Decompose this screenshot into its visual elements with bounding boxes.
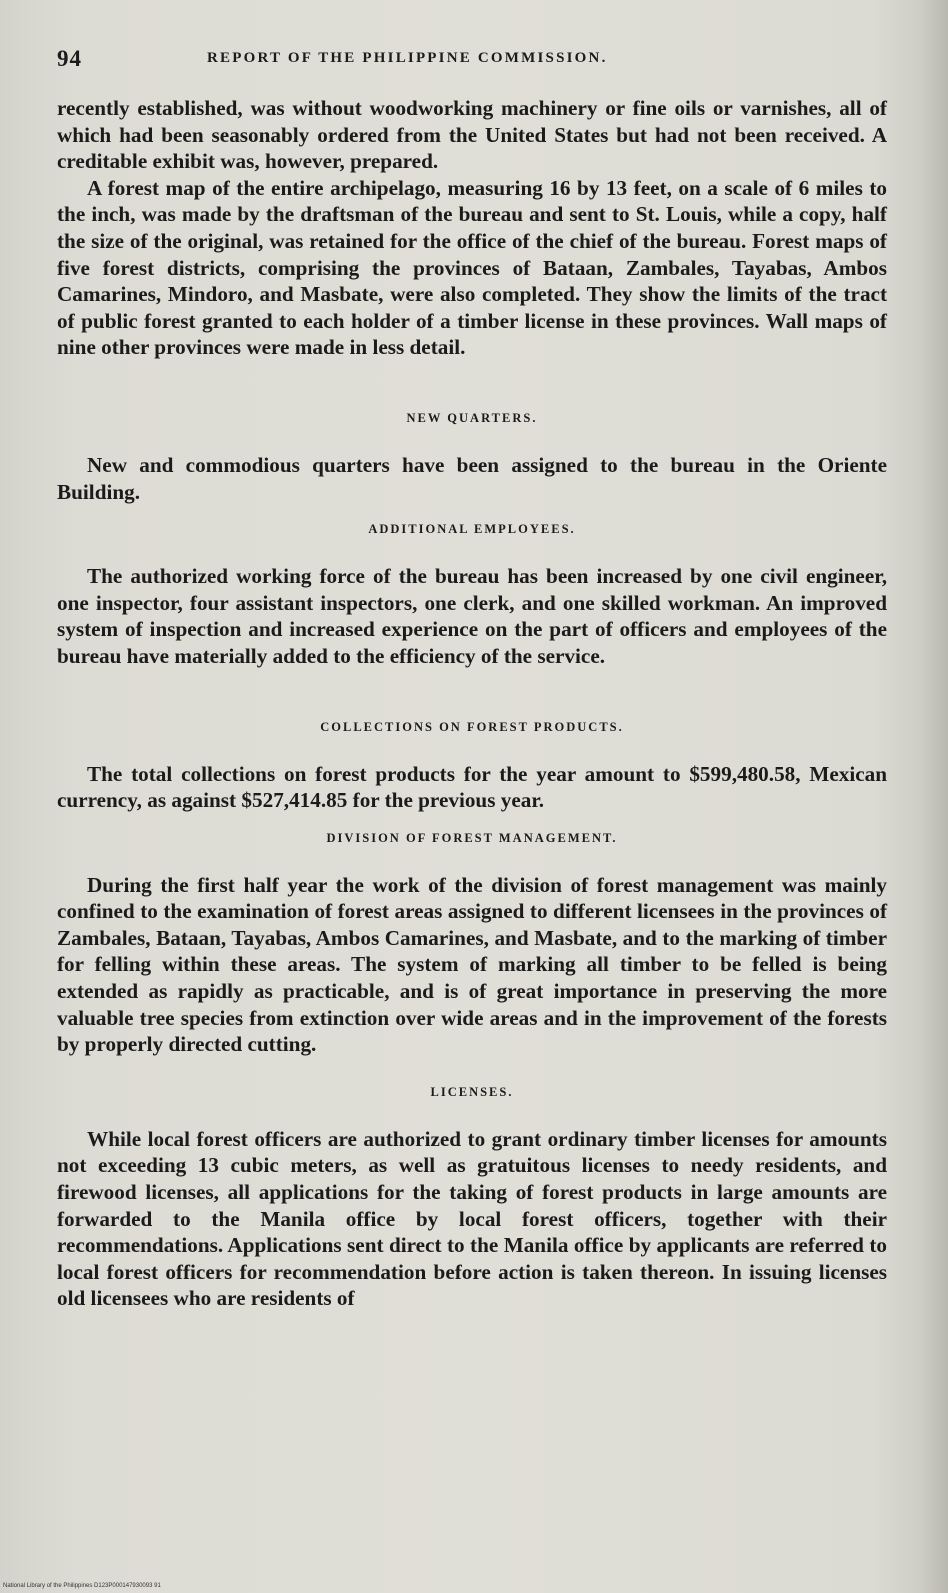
paragraph-licenses: While local forest officers are authorized to grant ordinary timber licenses for amounts not exceeding 13 cubic meters, as well as gratuitous licenses to needy residents, and firewood licenses, all applications for the taking of forest products in large amounts are forwarded to the Manila office by local forest officers, together with their recommendations. Applications sent direct to the Manila office by applicants are referred to local forest officers for recommendation before action is taken thereon. In issuing licenses old licensees who are residents of <box>57 1126 887 1311</box>
page-number: 94 <box>57 46 82 71</box>
heading-licenses: LICENSES. <box>430 1084 514 1099</box>
paragraph-division-forest-management: During the first half year the work of the division of forest management was mainly confined to the examination of forest areas assigned to different licensees in the provinces of Zambales, Bataan, Tayabas, Ambos Camarines, and Masbate, and to the marking of timber for felling within these areas. The system of marking all timber to be felled is being extended as rapidly as practicable, and is of great importance in preserving the more valuable tree species from extinction over wide areas and in the improvement of the forests by properly directed cutting. <box>57 872 887 1057</box>
running-head: REPORT OF THE PHILIPPINE COMMISSION. <box>207 50 608 66</box>
paragraph-additional-employees: The authorized working force of the bureau has been increased by one civil engineer, one inspector, four assistant inspectors, one clerk, and one skilled workman. An improved system of inspection and increased experience on the part of officers and employees of the bureau have materially added to the efficiency of the service. <box>57 564 887 668</box>
paragraph-collections: The total collections on forest products for the year amount to $599,480.58, Mexican currency, as against $527,414.85 for the previous year. <box>57 761 887 813</box>
archive-footer: National Library of the Philippines D123P000147930093 91 <box>3 1583 161 1589</box>
paragraph-continuation: recently established, was without woodworking machinery or fine oils or varnishes, all of which had been seasonably ordered from the United States but had not been received. A creditable exhibit was, however, prepared. <box>57 96 887 174</box>
heading-division-forest-management: DIVISION OF FOREST MANAGEMENT. <box>326 830 618 845</box>
page-header <box>57 46 887 76</box>
heading-new-quarters: NEW QUARTERS. <box>406 410 538 425</box>
paragraph-new-quarters: New and commodious quarters have been assigned to the bureau in the Oriente Building. <box>57 452 887 504</box>
paragraph-forest-map: A forest map of the entire archipelago, measuring 16 by 13 feet, on a scale of 6 miles to the inch, was made by the draftsman of the bureau and sent to St. Louis, while a copy, half the size of the original, was retained for the office of the chief of the bureau. Forest maps of five forest districts, comprising the provinces of Bataan, Zambales, Tayabas, Ambos Camarines, Mindoro, and Masbate, were also completed. They show the limits of the tract of public forest granted to each holder of a timber license in these provinces. Wall maps of nine other provinces were made in less detail. <box>57 175 887 360</box>
heading-additional-employees: ADDITIONAL EMPLOYEES. <box>368 522 576 537</box>
body-text <box>57 95 887 1312</box>
heading-collections: COLLECTIONS ON FOREST PRODUCTS. <box>320 719 624 734</box>
